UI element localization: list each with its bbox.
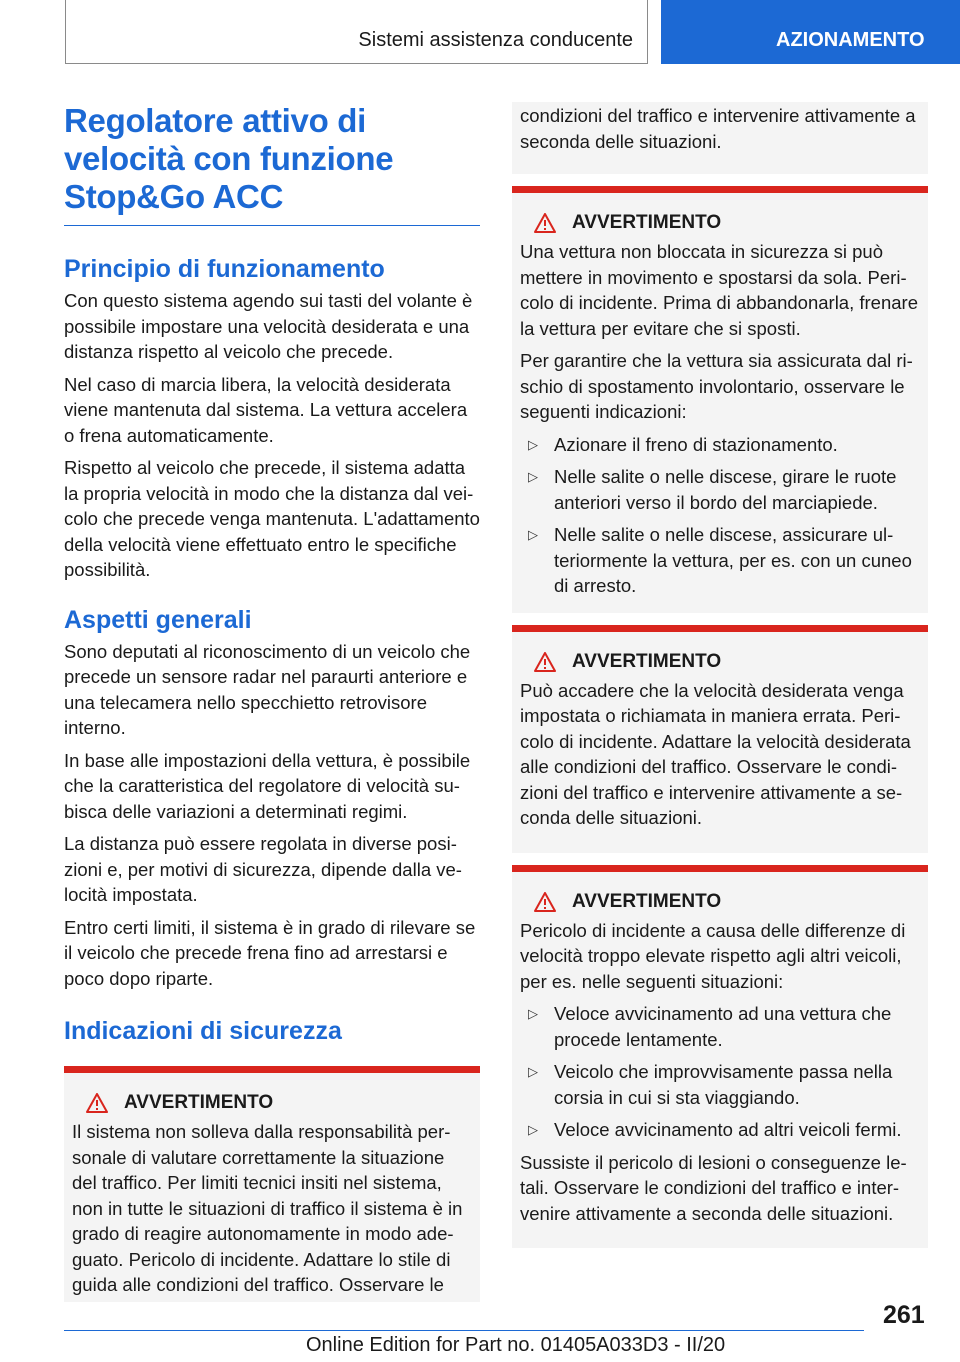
paragraph: La distanza può essere regolata in diverse posizioni e, per motivi di sicurezza, dipende dalla velocità impostata.	[64, 833, 462, 905]
warning-title	[520, 890, 920, 914]
list-item	[520, 522, 920, 599]
warning-box-continued	[512, 102, 928, 174]
warning-title-text: AVVERTIMENTO	[572, 212, 722, 233]
warning-title	[72, 1091, 472, 1115]
list-item-text: Nelle salite o nelle discese, assicurare ulteriormente la vettura, per es. con un cuneo di arresto.	[554, 524, 912, 596]
page-title: Regolatore attivo di velocità con funzione Stop&Go ACC	[64, 102, 480, 226]
warning-title	[520, 650, 920, 674]
warning-box	[512, 625, 928, 853]
warning-text: Il sistema non solleva dalla responsabilità personale di valutare correttamente la situazione del traffico. Per limiti tecnici insiti nel sistema, non in tutte le situazioni di traffico il sistema è in grado di reagire autonomamente in modo adeguato. Pericolo di incidente. Adattare lo stile di guida alle condizioni del traffico. Osservare le	[72, 1121, 463, 1295]
list-item-text: Veloce avvicinamento ad altri veicoli fermi.	[554, 1119, 902, 1140]
header-chapter-tab	[661, 0, 960, 64]
list-item	[520, 1059, 920, 1110]
warning-title-text: AVVERTIMENTO	[124, 1092, 274, 1113]
warning-box	[512, 865, 928, 1249]
triangle-bullet-icon: ▷	[528, 527, 538, 542]
warning-list	[520, 1001, 920, 1143]
triangle-bullet-icon: ▷	[528, 436, 538, 452]
triangle-bullet-icon: ▷	[528, 1006, 538, 1021]
warning-list	[520, 432, 920, 599]
footer-divider	[64, 1330, 864, 1331]
header-section-title: Sistemi assistenza conducente	[358, 29, 633, 51]
list-item	[520, 1001, 920, 1052]
warning-text: Pericolo di incidente a causa delle differenze di velocità troppo elevate rispetto agli altri veicoli, per es. nelle seguenti situazioni:	[520, 919, 906, 992]
list-item-text: Veicolo che improvvisamente passa nella corsia in cui si sta viaggiando.	[554, 1061, 893, 1108]
header-chapter-title: AZIONAMENTO	[776, 29, 925, 51]
paragraph: Con questo sistema agendo sui tasti del volante è possibile impostare una velocità desiderata e una distanza rispetto al veicolo che precede.	[64, 290, 473, 362]
warning-box	[512, 186, 928, 613]
right-column	[512, 102, 928, 1248]
paragraph: Sono deputati al riconoscimento di un veicolo che precede un sensore radar nel paraurti anteriore e una telecamera nello specchietto retrovisore interno.	[64, 640, 471, 738]
list-item	[520, 464, 920, 515]
warning-triangle-icon	[534, 892, 556, 912]
list-item-text: Azionare il freno di stazionamento.	[554, 433, 838, 455]
warning-text: condizioni del traffico e intervenire attivamente a seconda delle situazioni.	[520, 105, 916, 152]
paragraph: Entro certi limiti, il sistema è in grado di rilevare se il veicolo che precede frena fino ad arrestarsi e poco dopo riparte.	[64, 916, 476, 989]
page-number: 261	[883, 1301, 925, 1329]
paragraph: In base alle impostazioni della vettura, è possibile che la caratteristica del regolatore di velocità subisca delle variazioni a determinati regimi.	[64, 749, 471, 822]
edition-footer: Online Edition for Part no. 01405A033D3 - II/20	[306, 1334, 726, 1356]
warning-triangle-icon	[534, 652, 556, 672]
triangle-bullet-icon: ▷	[528, 469, 538, 484]
paragraph: Nel caso di marcia libera, la velocità desiderata viene mantenuta dal sistema. La vettura accelera o frena automaticamente.	[64, 373, 468, 446]
warning-text: Può accadere che la velocità desiderata venga impostata o richiamata in maniera errata. Pericolo di incidente. Adattare la velocità desiderata alle condizioni del traffico. Osservare le condizioni del traffico e intervenire attivamente a seconda delle situazioni.	[520, 679, 911, 828]
warning-triangle-icon	[534, 213, 556, 233]
left-column	[64, 102, 480, 1302]
warning-text: Una vettura non bloccata in sicurezza si può mettere in movimento e spostarsi da sola. Pericolo di incidente. Prima di abbandonarla, frenare la vettura per evitare che si sposti.	[520, 241, 918, 339]
warning-triangle-icon	[86, 1093, 108, 1113]
warning-text: Per garantire che la vettura sia assicurata dal rischio di spostamento involontario, osservare le seguenti indicazioni:	[520, 350, 913, 422]
list-item-text: Nelle salite o nelle discese, girare le ruote anteriori verso il bordo del marciapiede.	[554, 466, 897, 513]
heading-indicazioni: Indicazioni di sicurezza	[64, 1017, 342, 1045]
heading-principio: Principio di funzionamento	[64, 255, 385, 283]
triangle-bullet-icon: ▷	[528, 1064, 538, 1079]
list-item	[520, 1117, 920, 1143]
warning-box	[64, 1066, 480, 1302]
list-item	[520, 432, 920, 458]
warning-title	[520, 211, 920, 235]
triangle-bullet-icon: ▷	[528, 1122, 538, 1137]
paragraph: Rispetto al veicolo che precede, il sistema adatta la propria velocità in modo che la distanza dal veicolo che precede venga mantenuta. L'adattamento della velocità viene effettuato entro le specifiche possibilità.	[64, 457, 480, 580]
header-section-tab	[65, 0, 648, 64]
heading-aspetti: Aspetti generali	[64, 605, 252, 634]
list-item-text: Veloce avvicinamento ad una vettura che procede lentamente.	[554, 1003, 892, 1050]
warning-title-text: AVVERTIMENTO	[572, 890, 722, 912]
warning-text: Sussiste il pericolo di lesioni o conseguenze letali. Osservare le condizioni del traffico e intervenire attivamente a seconda delle situazioni.	[520, 1151, 907, 1224]
warning-title-text: AVVERTIMENTO	[572, 650, 722, 672]
